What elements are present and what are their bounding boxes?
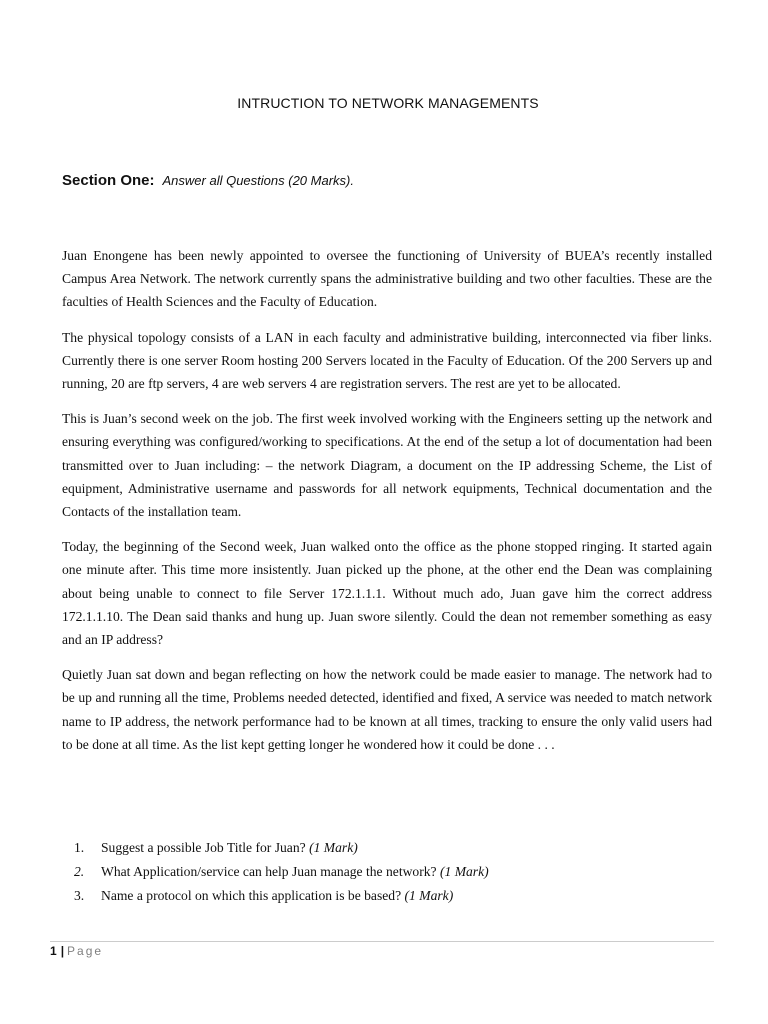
question-marks: (1 Mark): [404, 888, 454, 903]
question-list: [62, 836, 712, 908]
question-text: Name a protocol on which this application is be based?: [101, 888, 402, 903]
paragraph: Quietly Juan sat down and began reflecting on how the network could be made easier to manage. The network had to be up and running all the time, Problems needed detected, identified and fixed, A service was needed to match network name to IP address, the network performance had to be known at all times, tracking to ensure the only valid users had to be done at all time. As the list kept getting longer he wondered how it could be done . . .: [62, 667, 712, 752]
question-marks: (1 Mark): [439, 864, 489, 879]
question-number: 1.: [74, 840, 85, 855]
section-heading: [62, 172, 354, 190]
question-number: 3.: [74, 888, 85, 903]
paragraph: This is Juan’s second week on the job. The first week involved working with the Engineers setting up the network and ensuring everything was configured/working to specifications. At the end of the setup a lot of documentation had been transmitted over to Juan including: – the network Diagram, a document on the IP addressing Scheme, the List of equipment, Administrative username and passwords for all network equipments, Technical documentation and the Contacts of the installation team.: [62, 411, 712, 520]
question-body: [101, 884, 453, 908]
section-instruction: Answer all Questions (20 Marks).: [162, 173, 354, 188]
paragraph: Juan Enongene has been newly appointed to oversee the functioning of University of BUEA’s recently installed Campus Area Network. The network currently spans the administrative building and two other faculties. These are the faculties of Health Sciences and the Faculty of Education.: [62, 248, 712, 310]
page-label: Page: [67, 944, 104, 958]
footer-divider: [50, 941, 714, 942]
question-item: [62, 836, 712, 860]
question-item: [62, 860, 712, 884]
question-marks: (1 Mark): [309, 840, 358, 855]
question-body: [101, 860, 489, 884]
scenario-text: [62, 244, 712, 768]
question-text: What Application/service can help Juan manage the network?: [101, 864, 437, 879]
page-footer: [50, 944, 103, 958]
question-number: 2.: [74, 864, 85, 879]
paragraph: The physical topology consists of a LAN in each faculty and administrative building, interconnected via fiber links. Currently there is one server Room hosting 200 Servers located in the Faculty of Education. Of the 200 Servers up and running, 20 are ftp servers, 4 are web servers 4 are registration servers. The rest are yet to be allocated.: [62, 329, 712, 392]
question-body: [101, 836, 358, 860]
page-number: 1: [50, 944, 57, 958]
question-item: [62, 884, 712, 908]
question-text: Suggest a possible Job Title for Juan?: [101, 840, 306, 855]
section-label: Section One:: [62, 172, 155, 189]
footer-separator: |: [60, 944, 65, 958]
document-title: INTRUCTION TO NETWORK MANAGEMENTS: [237, 95, 539, 111]
paragraph: Today, the beginning of the Second week, Juan walked onto the office as the phone stopped ringing. It started again one minute after. This time more insistently. Juan picked up the phone, at the other end the Dean was complaining about being unable to connect to file Server 172.1.1.1. Without much ado, Juan gave him the correct address 172.1.1.10. The Dean said thanks and hung up. Juan swore silently. Could the dean not remember something as easy and an IP address?: [62, 539, 712, 648]
